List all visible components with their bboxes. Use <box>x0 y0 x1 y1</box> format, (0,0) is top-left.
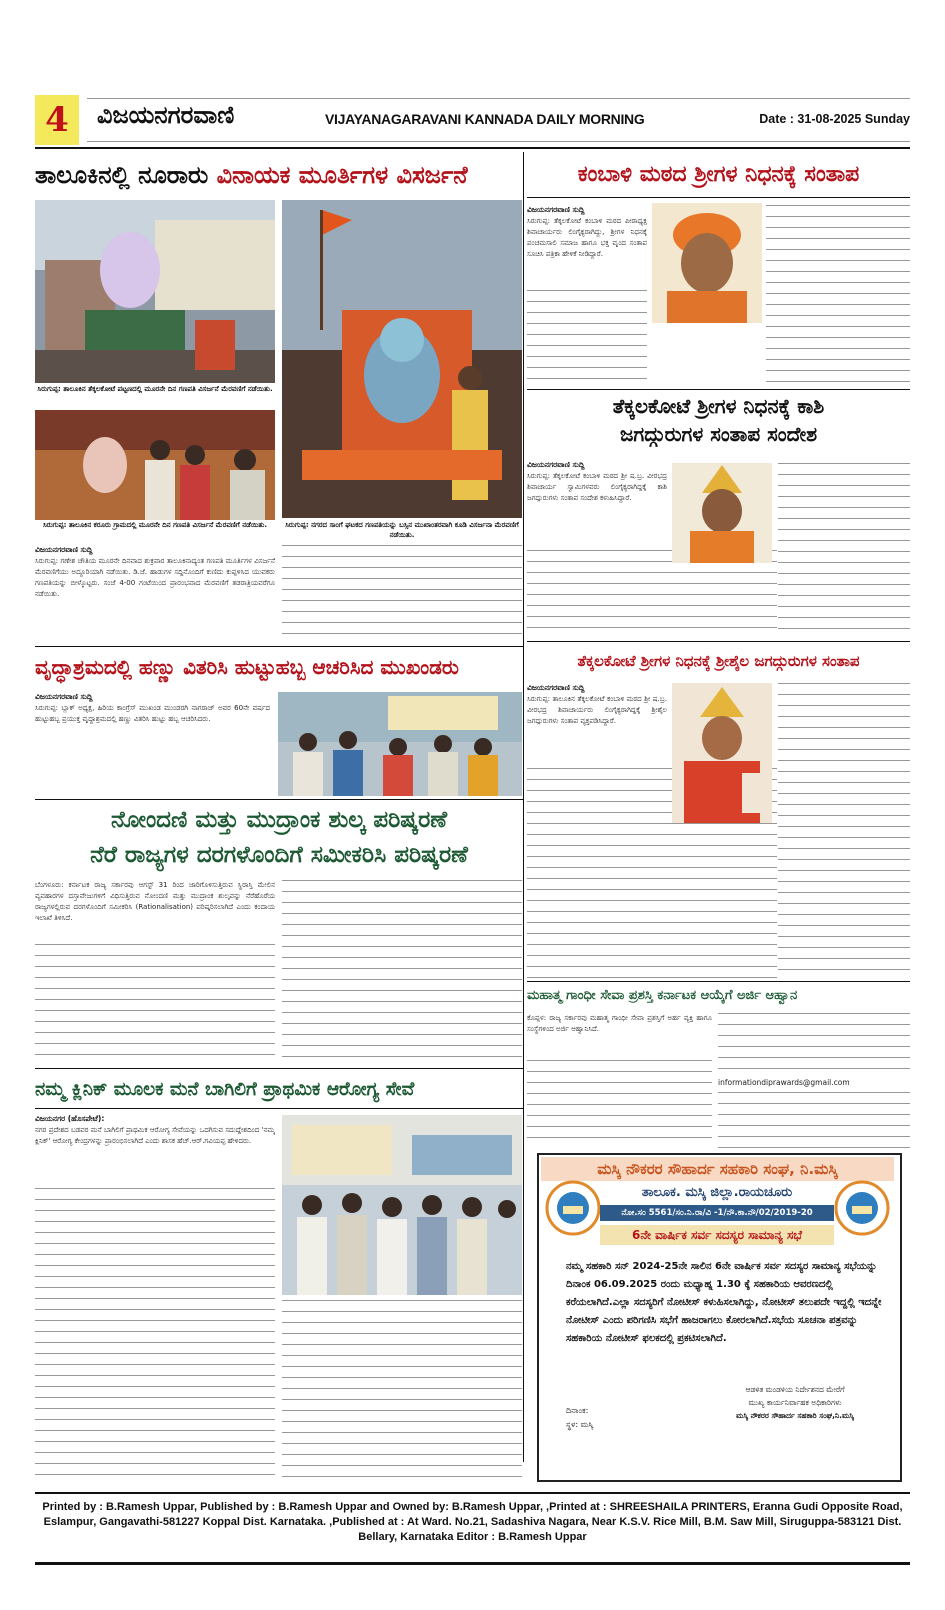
photo-old-age-home-event <box>278 692 522 796</box>
story1-byline: ವಿಜಯನಗರವಾಣಿ ಸುದ್ದಿ <box>35 545 93 554</box>
story7-headline: ಮಹಾತ್ಮ ಗಾಂಧೀ ಸೇವಾ ಪ್ರಶಸ್ತಿ ಕರ್ನಾಟಕ ಆಯ್ಕೆಗೆ ಅರ್ಜಿ ಆಹ್ವಾನ <box>527 988 798 1003</box>
notice-org-name: ಮಸ್ಕಿ ನೌಕರರ ಸೌಹಾರ್ದ ಸಹಕಾರಿ ಸಂಘ, ನಿ.ಮಸ್ಕಿ <box>597 1160 838 1178</box>
imprint-line-1: Printed by : B.Ramesh Uppar, Published by : B.Ramesh Uppar and Owned by: B.Ramesh Uppar, ,Printed at : SHREESHAILA PRINTERS, Eranna Gudi Opposite Road, <box>42 1501 903 1513</box>
story4-bottom-rule <box>35 799 523 800</box>
story8-rule <box>35 1108 523 1109</box>
photo-kashi-jagadguru <box>672 463 772 563</box>
photo-ganesha-idol-bus <box>282 200 522 518</box>
story7-email: informationdiprawards@gmail.com <box>718 1078 850 1087</box>
story3-byline: ವಿಜಯನಗರವಾಣಿ ಸುದ್ದಿ <box>527 460 585 469</box>
story2-rule <box>527 197 910 198</box>
page-number: 4 <box>35 95 79 145</box>
story2-body-continued-a <box>527 290 647 385</box>
story4-body: ಸಿರುಗುಪ್ಪ: ಬ್ಲಾಕ್ ಅಧ್ಯಕ್ಷ, ಹಿರಿಯ ಕಾಂಗ್ರೆಸ್ ಮುಖಂಡ ಮುಂಡರಗಿ ನಾಗರಾಜ್ ಅವರ 60ನೇ ವರ್ಷದ ಹುಟ್ಟುಹಬ್ಬ ಪ್ರಯುಕ್ತ ವೃದ್ಧಾಶ್ರಮದಲ್ಲಿ ಹಣ್ಣು ವಿತರಿಸಿ ಹುಟ್ಟು ಹಬ್ಬ ಆಚರಿಸಿದರು. <box>35 704 270 723</box>
photo-kambali-swamiji <box>652 203 762 323</box>
notice-meeting-title: 6ನೇ ವಾರ್ಷಿಕ ಸರ್ವ ಸದಸ್ಯರ ಸಾಮಾನ್ಯ ಸಭೆ <box>600 1225 834 1245</box>
story8-headline: ನಮ್ಮ ಕ್ಲಿನಿಕ್ ಮೂಲಕ ಮನೆ ಬಾಗಿಲಿಗೆ ಪ್ರಾಥಮಿಕ ಆರೋಗ್ಯ ಸೇವೆ <box>35 1079 415 1100</box>
notice-place-label: ಸ್ಥಳ: ಮಸ್ಕಿ <box>566 1420 594 1429</box>
notice-date-label: ದಿನಾಂಕ: <box>566 1406 589 1415</box>
story2-body-continued-b <box>766 205 910 385</box>
story4-top-rule <box>35 646 523 647</box>
story1-caption-3: ಸಿರುಗುಪ್ಪ: ನಗರದ ಸಾಂಗೆ ಘಟಕದ ಗಣಪತಿಯನ್ನು ಬಸ್ಸಿನ ಮುಖಾಂತರವಾಗಿ ಕೂಡಿ ವಿಸರ್ಜನಾ ಮೆರವಣಿಗೆ ನಡೆಯಿತು. <box>285 521 519 539</box>
story7-body-continued-a <box>527 1060 712 1148</box>
story5-body: ಬೆಂಗಳೂರು: ಕರ್ನಾಟಕ ರಾಜ್ಯ ಸರ್ಕಾರವು ಆಗಸ್ಟ್ 31 ರಿಂದ ಜಾರಿಗೊಳಿಸುತ್ತಿರುವ ಸ್ಥಿರಾಸ್ತಿ ಮೇಲಿನ ವ್ಯವಹಾರಗಳ ದಸ್ತಾವೇಜುಗಳಿಗೆ ವಿಧಿಸುತ್ತಿರುವ ನೋಂದಣಿ ಮತ್ತು ಮುದ್ರಾಂಕ ಶುಲ್ಕವನ್ನು ನೆರೆಹೊರೆಯ ರಾಜ್ಯಗಳಲ್ಲಿರುವ ದರಗಳೊಂದಿಗೆ ಸಮೀಕರಿಸಿ (Rationalisation) ಪರಿಷ್ಕರಿಸಲಾಗಿದೆ ಎಂದು ಕಂದಾಯ ಇಲಾಖೆ ತಿಳಿಸಿದೆ. <box>35 881 275 922</box>
story1-headline-highlight: ವಿನಾಯಕ ಮೂರ್ತಿಗಳ ವಿಸರ್ಜನೆ <box>216 161 468 189</box>
story5-bottom-rule <box>35 1068 523 1069</box>
notice-registration-number: ನೋ.ಸಂ 5561/ಸಂ.ನಿ.ರಾ/ವಿ -1/ನೌ.ಕಾ.ನೌ/02/2019-20 <box>600 1205 834 1221</box>
story6-bottom-rule <box>527 981 910 982</box>
notice-location: ತಾಲೂಕ. ಮಸ್ಕಿ ಜಿಲ್ಲಾ.ರಾಯಚೂರು <box>641 1185 793 1200</box>
story1-caption-1: ಸಿರುಗುಪ್ಪ: ತಾಲೂಕಿನ ತೆಕ್ಕಲಕೋಟೆ ಪಟ್ಟಣದಲ್ಲಿ ಮೂರನೇ ದಿನ ಗಣಪತಿ ವಿಸರ್ಜನೆ ಮೆರವಣಿಗೆ ನಡೆಯಿತು. <box>37 385 273 393</box>
story5-headline-line1: ನೋಂದಣಿ ಮತ್ತು ಮುದ್ರಾಂಕ ಶುಲ್ಕ ಪರಿಷ್ಕರಣೆ <box>110 807 448 833</box>
imprint-text <box>35 1500 910 1545</box>
story4-headline: ವೃದ್ಧಾಶ್ರಮದಲ್ಲಿ ಹಣ್ಣು ವಿತರಿಸಿ ಹುಟ್ಟುಹಬ್ಬ ಆಚರಿಸಿದ ಮುಖಂಡರು <box>35 655 459 679</box>
story3-bottom-rule <box>527 641 910 642</box>
notice-signatory-line3: ಮಸ್ಕಿ ನೌಕರರ ಸೌಹಾರ್ದ ಸಹಕಾರಿ ಸಂಘ,ನಿ.ಮಸ್ಕಿ <box>736 1411 854 1420</box>
story7-body-continued-c <box>718 1092 910 1148</box>
notice-body: ನಮ್ಮ ಸಹಕಾರಿ ಸನ್ 2024-25ನೇ ಸಾಲಿನ 6ನೇ ವಾರ್ಷಿಕ ಸರ್ವ ಸದಸ್ಯರ ಸಾಮಾನ್ಯ ಸಭೆಯನ್ನು ದಿನಾಂಕ 06.09.2025 ರಂದು ಮಧ್ಯಾಹ್ನ 1.30 ಕ್ಕೆ ಸಹಕಾರಿಯ ಆವರಣದಲ್ಲಿ ಕರೆಯಲಾಗಿದೆ.ಎಲ್ಲಾ ಸದಸ್ಯರಿಗೆ ನೋಟೀಸ್ ಕಳುಹಿಸಲಾಗಿದ್ದು, ನೋಟೀಸ್ ತಲುಪದೇ ಇದ್ದಲ್ಲಿ ಇದನ್ನೇ ನೋಟೀಸ್ ಎಂದು ಪರಿಗಣಿಸಿ ಸಭೆಗೆ ಹಾಜರಾಗಲು ಕೋರಲಾಗಿದೆ.ಸಭೆಯ ಸೂಚನಾ ಪತ್ರವನ್ನು ಸಹಕಾರಿಯ ನೋಟೀಸ್ ಫಲಕದಲ್ಲಿ ಪ್ರಕಟಿಸಲಾಗಿದೆ. <box>566 1261 882 1344</box>
masthead-rule <box>35 147 910 149</box>
story8-byline: ವಿಜಯನಗರ (ಹೊಸಪೇಟೆ): <box>35 1114 105 1123</box>
story3-body-continued-a <box>527 550 777 638</box>
photo-srishaila-jagadguru <box>672 683 772 823</box>
story7-body: ಕೊಪ್ಪಳ: ರಾಜ್ಯ ಸರ್ಕಾರವು ಮಹಾತ್ಮ ಗಾಂಧೀ ಸೇವಾ ಪ್ರಶಸ್ತಿಗೆ ಅರ್ಹ ವ್ಯಕ್ತಿ ಹಾಗೂ ಸಂಸ್ಥೆಗಳಿಂದ ಅರ್ಜಿ ಆಹ್ವಾನಿಸಿದೆ. <box>527 1014 712 1033</box>
story5-body-continued-b <box>282 880 522 1064</box>
story6-headline: ತೆಕ್ಕಲಕೋಟೆ ಶ್ರೀಗಳ ನಿಧನಕ್ಕೆ ಶ್ರೀಶೈಲ ಜಗದ್ಗುರುಗಳ ಸಂತಾಪ <box>577 652 860 670</box>
imprint-footer <box>35 1492 910 1565</box>
photo-namma-clinic-inauguration <box>282 1115 522 1295</box>
story2-byline: ವಿಜಯನಗರವಾಣಿ ಸುದ್ದಿ <box>527 205 585 214</box>
paper-name-english: VIJAYANAGARAVANI KANNADA DAILY MORNING <box>325 111 645 127</box>
story6-body: ಸಿರುಗುಪ್ಪ: ತಾಲೂಕಿನ ತೆಕ್ಕಲಕೋಟೆ ಕಂಬಾಳಿ ಮಠದ ಶ್ರೀ ಷ.ಬ್ರ. ವೀರಭದ್ರ ಶಿವಾಚಾರ್ಯರು ಲಿಂಗೈಕ್ಯರಾಗಿದ್ದಕ್ಕೆ ಶ್ರೀಶೈಲ ಜಗದ್ಗುರುಗಳು ಸಂತಾಪ ವ್ಯಕ್ತಪಡಿಸಿದ್ದಾರೆ. <box>527 695 667 725</box>
story2-bottom-rule <box>527 389 910 390</box>
story1-body: ಸಿರುಗುಪ್ಪ: ಗಣೇಶ ಚೌತಿಯ ಮೂರನೇ ದಿನವಾದ ಶುಕ್ರವಾರ ತಾಲೂಕಿನಾದ್ಯಂತ ಗಣಪತಿ ಮೂರ್ತಿಗಳ ವಿಸರ್ಜನೆ ಮೆರವಣಿಗೆಯು ಅದ್ದೂರಿಯಾಗಿ ನಡೆಯಿತು. ಡಿ.ಜೆ. ಹಾಡುಗಳ ಸದ್ದಿನೊಂದಿಗೆ ಕುಣಿದು ಕುಪ್ಪಳಿಸಿದ ಯುವಕರು ಗಣಪತಿಯನ್ನು ಬೀಳ್ಕೊಟ್ಟರು. ಸಂಜೆ 4-00 ಗಂಟೆಯಿಂದ ಪ್ರಾರಂಭವಾದ ಮೆರವಣಿಗೆ ತಡರಾತ್ರಿಯವರೆಗೂ ನಡೆಯಿತು. <box>35 557 275 598</box>
story8-body-continued-a <box>35 1188 275 1483</box>
story5-headline-line2: ನೆರೆ ರಾಜ್ಯಗಳ ದರಗಳೊಂದಿಗೆ ಸಮೀಕರಿಸಿ ಪರಿಷ್ಕರಣೆ <box>90 842 468 868</box>
masthead <box>35 95 910 145</box>
story3-headline-line1: ತೆಕ್ಕಲಕೋಟೆ ಶ್ರೀಗಳ ನಿಧನಕ್ಕೆ ಕಾಶಿ <box>612 394 825 418</box>
paper-name-kannada: ವಿಜಯನಗರವಾಣಿ <box>97 101 235 129</box>
imprint-line-2: Eslampur, Gangavathi-581227 Koppal Dist. Karnataka. ,Published at : At Ward. No.21, Sadashiva Nagara, Near K.S.V. Rice Mill, B.M. Saw Mill, Siruguppa-583121 Dist. <box>43 1516 902 1528</box>
story2-body: ಸಿರುಗುಪ್ಪ: ತೆಕ್ಕಲಕೋಟೆ ಕಂಬಾಳಿ ಮಠದ ಪೀಠಾಧ್ಯಕ್ಷ ಶಿವಾಚಾರ್ಯರು ಲಿಂಗೈಕ್ಯರಾಗಿದ್ದು, ಶ್ರೀಗಳ ನಿಧನಕ್ಕೆ ಪಂಚಮಸಾಲಿ ಸಮಾಜ ಹಾಗೂ ಭಕ್ತ ವೃಂದ ಸಂತಾಪ ಸೂಚಿಸಿ ಪತ್ರಿಕಾ ಹೇಳಿಕೆ ನೀಡಿದ್ದಾರೆ. <box>527 217 647 258</box>
story8-body-continued-b <box>282 1300 522 1483</box>
story3-headline-line2: ಜಗದ್ಗುರುಗಳ ಸಂತಾಪ ಸಂದೇಶ <box>619 422 818 446</box>
cooperative-logo-right <box>834 1180 890 1236</box>
story8-body: ನಗರ ಪ್ರದೇಶದ ಬಡವರ ಮನೆ ಬಾಗಿಲಿಗೆ ಪ್ರಾಥಮಿಕ ಆರೋಗ್ಯ ಸೇವೆಯನ್ನು ಒದಗಿಸುವ ಸದುದ್ದೇಶದಿಂದ 'ನಮ್ಮ ಕ್ಲಿನಿಕ್' ಆರೋಗ್ಯ ಕೇಂದ್ರಗಳನ್ನು ಪ್ರಾರಂಭಿಸಲಾಗಿದೆ ಎಂದು ಶಾಸಕ ಹೆಚ್.ಆರ್.ಗವಿಯಪ್ಪ ಹೇಳಿದರು. <box>35 1126 275 1145</box>
story5-body-continued-a <box>35 944 275 1064</box>
cooperative-logo-left <box>545 1180 601 1236</box>
photo-ganesha-procession-2 <box>35 410 275 520</box>
story3-body: ಸಿರುಗುಪ್ಪ: ತೆಕ್ಕಲಕೋಟೆ ಕಂಬಾಳಿ ಮಠದ ಶ್ರೀ ಷ.ಬ್ರ. ವೀರಭದ್ರ ಶಿವಾಚಾರ್ಯ ಸ್ವಾಮಿಗಳವರು ಲಿಂಗೈಕ್ಯರಾಗಿದ್ದಕ್ಕೆ ಕಾಶಿ ಜಗದ್ಗುರುಗಳು ಸಂತಾಪ ಸಂದೇಶ ಕಳುಹಿಸಿದ್ದಾರೆ. <box>527 472 667 502</box>
story1-body-continued <box>282 545 522 643</box>
notice-signatory-line1: ಆಡಳಿತ ಮಂಡಳಿಯ ನಿರ್ದೇಶನದ ಮೇರೆಗೆ <box>745 1385 845 1394</box>
story1-caption-2: ಸಿರುಗುಪ್ಪ: ತಾಲೂಕಿನ ಕರೂರು ಗ್ರಾಮದಲ್ಲಿ ಮೂರನೇ ದಿನ ಗಣಪತಿ ವಿಸರ್ಜನೆ ಮೆರವಣಿಗೆ ನಡೆಯಿತು. <box>42 521 268 529</box>
imprint-line-3: Bellary, Karnataka Editor : B.Ramesh Uppar <box>358 1531 587 1543</box>
story1-headline-prefix: ತಾಲೂಕಿನಲ್ಲಿ ನೂರಾರು <box>35 161 209 189</box>
story6-byline: ವಿಜಯನಗರವಾಣಿ ಸುದ್ದಿ <box>527 683 585 692</box>
notice-signatory-line2: ಮುಖ್ಯ ಕಾರ್ಯನಿರ್ವಾಹಕ ಅಧಿಕಾರಿಗಳು <box>748 1398 842 1407</box>
story3-body-continued-b <box>778 463 910 638</box>
story1-headline <box>35 155 523 195</box>
story6-body-continued-b <box>778 683 910 978</box>
story4-byline: ವಿಜಯನಗರವಾಣಿ ಸುದ್ದಿ <box>35 692 93 701</box>
story2-headline: ಕಂಬಾಳಿ ಮಠದ ಶ್ರೀಗಳ ನಿಧನಕ್ಕೆ ಸಂತಾಪ <box>577 162 860 187</box>
issue-date: Date : 31-08-2025 Sunday <box>759 112 910 126</box>
story7-body-continued-b <box>718 1013 910 1075</box>
photo-ganesha-procession-1 <box>35 200 275 383</box>
column-divider <box>523 152 524 1462</box>
